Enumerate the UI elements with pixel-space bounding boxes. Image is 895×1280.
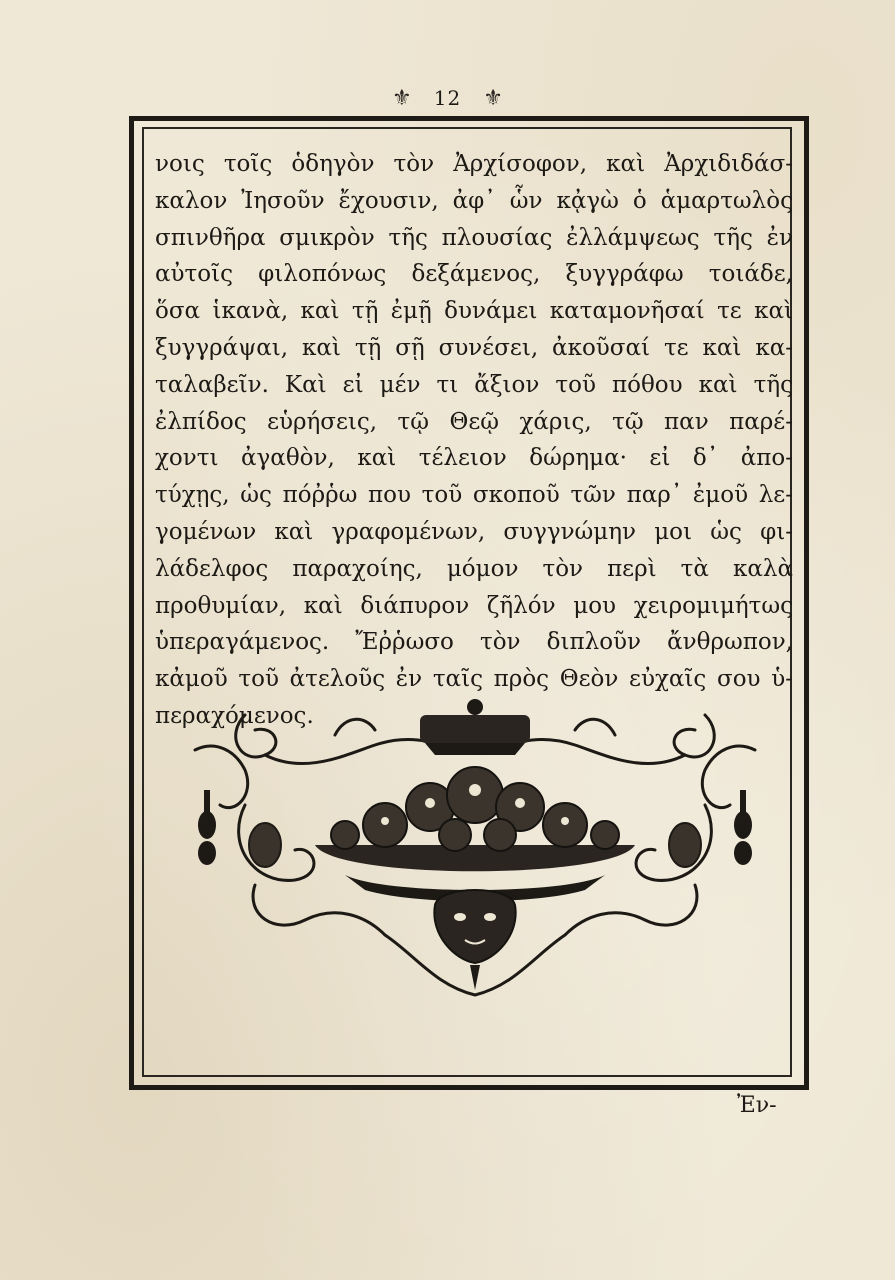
text-line: ἐλπίδος εὑρήσεις, τῷ Θεῷ χάρις, τῷ παν παρέ- <box>155 408 793 435</box>
fleur-de-lis-left-icon: ⚜ <box>392 85 412 111</box>
text-line: καλον Ἰησοῦν ἔχουσιν, ἀφ᾽ ὧν κᾀγὼ ὁ ἁμαρτωλὸς <box>155 187 793 214</box>
text-line: χοντι ἀγαθὸν, καὶ τέλειον δώρημα· εἰ δ᾽ ἀπο- <box>155 445 793 472</box>
text-line: νοις τοῖς ὁδηγὸν τὸν Ἀρχίσοφον, καὶ Ἀρχιδιδάσ- <box>155 151 793 177</box>
text-line: κἀμοῦ τοῦ ἀτελοῦς ἐν ταῖς πρὸς Θεὸν εὐχαῖς σου ὑ- <box>155 666 793 693</box>
body-text <box>155 146 793 735</box>
running-head <box>0 82 895 114</box>
catchword: Ἐν- <box>737 1093 777 1118</box>
text-line: ὅσα ἱκανὰ, καὶ τῇ ἐμῇ δυνάμει καταμονῆσαί τε καὶ <box>155 298 793 325</box>
fleur-de-lis-right-icon: ⚜ <box>483 85 503 111</box>
text-line: αὐτοῖς φιλοπόνως δεξάμενος, ξυγγράφω τοιάδε, <box>155 261 793 288</box>
vignette-fruit-basket-icon <box>185 695 765 1005</box>
text-line: ὑπεραγάμενος. Ἔῤῥωσο τὸν διπλοῦν ἄνθρωπον, <box>155 629 793 656</box>
text-line: τύχῃς, ὡς πόῤῥω που τοῦ σκοποῦ τῶν παρ᾽ ἐμοῦ λε- <box>155 482 793 509</box>
page-number: 12 <box>433 86 462 110</box>
text-line: ταλαβεῖν. Καὶ εἰ μέν τι ἄξιον τοῦ πόθου καὶ τῆς <box>155 371 793 398</box>
text-line: γομένων καὶ γραφομένων, συγγνώμην μοι ὡς φι- <box>155 518 793 545</box>
text-line: προθυμίαν, καὶ διάπυρον ζῆλόν μου χειρομιμήτως <box>155 592 793 619</box>
text-line-last: περαχόμενος. <box>155 702 314 729</box>
text-line: σπινθῆρα σμικρὸν τῆς πλουσίας ἐλλάμψεως τῆς ἐν <box>155 224 793 251</box>
text-line: λάδελφος παραχοίης, μόμον τὸν περὶ τὰ καλὰ <box>155 555 793 582</box>
text-line: ξυγγράψαι, καὶ τῇ σῇ συνέσει, ἀκοῦσαί τε καὶ κα- <box>155 334 793 361</box>
